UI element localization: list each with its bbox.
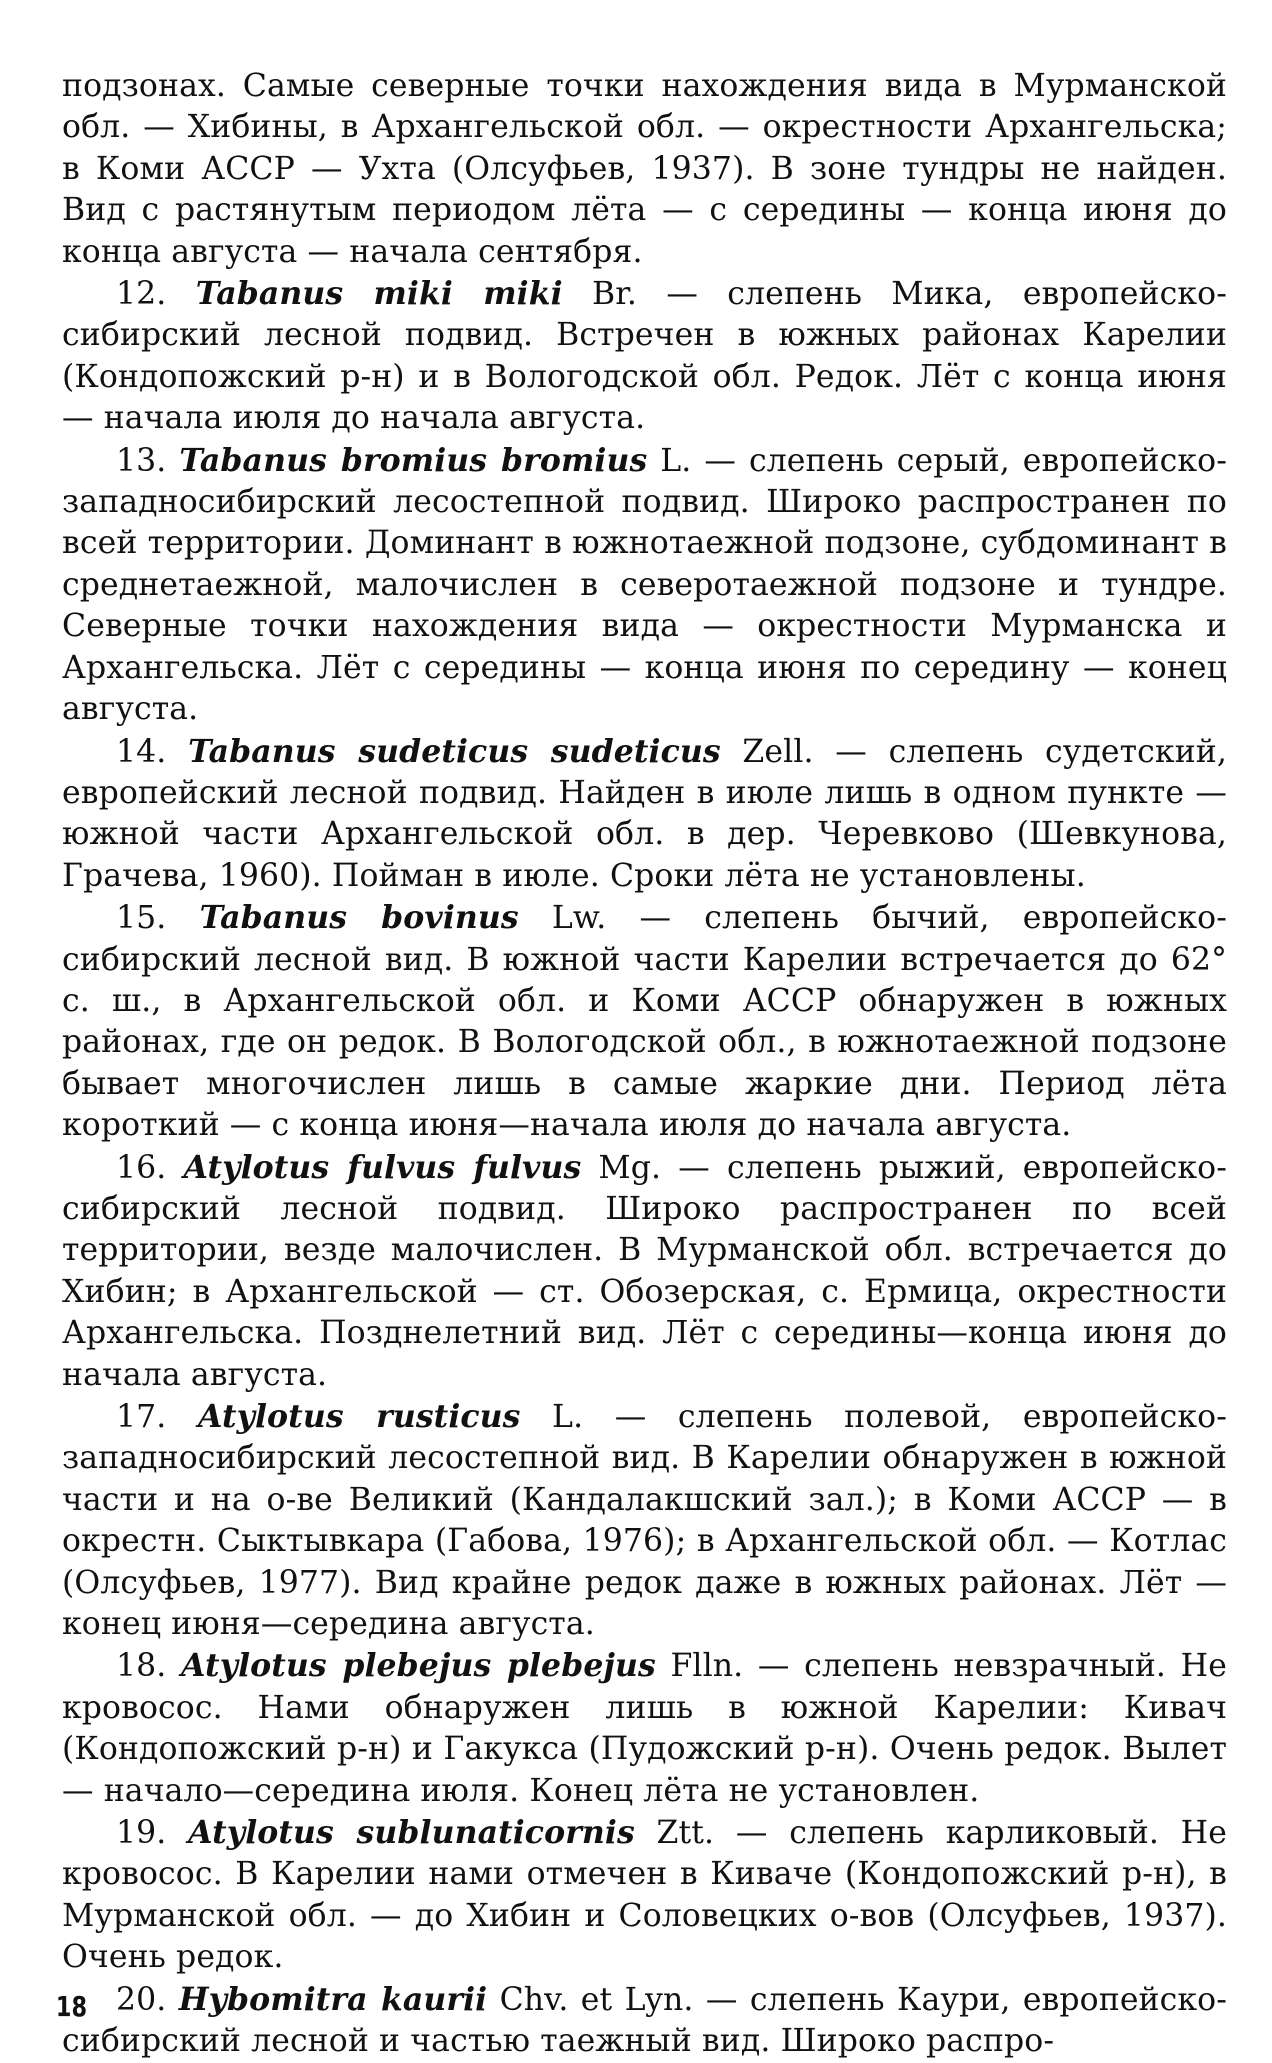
entry-text: Chv. et Lyn. — слепень Каури, европейско-сибирский лесной и частью таежный вид. Широко распро- [62,1981,1227,2060]
page-number: 18 [55,1990,88,2023]
species-entry-13 [62,440,1227,731]
entry-text: L. — слепень серый, европейско-западносибирский лесостепной подвид. Широко распространен по всей территории. Доминант в южнотаежной подзоне, субдоминант в среднетаежной, малочислен в северотаежной подзоне и тундре. Северные точки нахождения вида — окрестности Мурманска и Архангельска. Лёт с середины — конца июня по середину — конец августа. [62,442,1227,728]
species-entry-19 [62,1812,1227,1979]
entry-text: Mg. — слепень рыжий, европейско-сибирский лесной подвид. Широко распространен по всей территории, везде малочислен. В Мурманской обл. встречается до Хибин; в Архангельской — ст. Обозерская, с. Ермица, окрестности Архангельска. Позднелетний вид. Лёт с середины—конца июня до начала августа. [62,1149,1227,1393]
species-entry-18 [62,1645,1227,1812]
entry-number: 12. [116,276,167,313]
species-entry-16 [62,1147,1227,1396]
species-entry-17 [62,1396,1227,1645]
species-entry-14 [62,731,1227,898]
page-body [62,66,1227,2063]
entry-number: 20. [116,1981,167,2018]
species-latin-name: Atylotus sublunaticornis [188,1814,635,1852]
entry-number: 13. [116,442,167,479]
entry-text: Br. — слепень Мика, европейско-сибирский лесной подвид. Встречен в южных районах Карелии (Кондопожский р-н) и в Вологодской обл. Редок. Лёт с конца июня — начала июля до начала августа. [62,276,1227,437]
species-latin-name: Atylotus fulvus fulvus [183,1148,582,1186]
species-entry-15 [62,897,1227,1146]
intro-paragraph: подзонах. Самые северные точки нахождения вида в Мурманской обл. — Хибины, в Архангельской обл. — окрестности Архангельска; в Коми АССР — Ухта (Олсуфьев, 1937). В зоне тундры не найден. Вид с растянутым периодом лёта — с середины — конца июня до конца августа — начала сентября. [62,68,1227,270]
entry-number: 16. [116,1149,167,1186]
species-entry-20 [62,1979,1227,2063]
species-latin-name: Tabanus miki miki [195,275,563,313]
entry-text: Lw. — слепень бычий, европейско-сибирский лесной вид. В южной части Карелии встречается до 62° с. ш., в Архангельской обл. и Коми АССР обнаружен в южных районах, где он редок. В Вологодской обл., в южнотаежной подзоне бывает многочислен лишь в самые жаркие дни. Период лёта короткий — с конца июня—начала июля до начала августа. [62,900,1227,1144]
species-latin-name: Tabanus bovinus [199,899,519,937]
entry-number: 18. [116,1648,167,1685]
entry-text: Flln. — слепень невзрачный. Не кровосос. Нами обнаружен лишь в южной Карелии: Кивач (Кондопожский р-н) и Гакукса (Пудожский р-н). Очень редок. Вылет — начало—середина июля. Конец лёта не установлен. [62,1648,1227,1809]
entry-number: 19. [116,1815,167,1852]
entry-text: Ztt. — слепень карликовый. Не кровосос. В Карелии нами отмечен в Киваче (Кондопожский р-н), в Мурманской обл. — до Хибин и Соловецких о-вов (Олсуфьев, 1937). Очень редок. [62,1815,1227,1976]
species-latin-name: Tabanus bromius bromius [179,441,648,479]
species-latin-name: Tabanus sudeticus sudeticus [188,732,721,770]
entry-number: 15. [116,900,167,937]
species-entry-12 [62,273,1227,440]
entry-text: Zell. — слепень судетский, европейский лесной подвид. Найден в июле лишь в одном пункте — южной части Архангельской обл. в дер. Черевково (Шевкунова, Грачева, 1960). Пойман в июле. Сроки лёта не установлены. [62,733,1227,894]
entry-number: 17. [116,1399,167,1435]
entry-text: L. — слепень полевой, европейско-западносибирский лесостепной вид. В Карелии обнаружен в южной части и на о-ве Великий (Кандалакшский зал.); в Коми АССР — в окрестн. Сыктывкара (Габова, 1976); в Архангельской обл. — Котлас (Олсуфьев, 1977). Вид крайне редок даже в южных районах. Лёт — конец июня—середина августа. [62,1399,1227,1643]
entry-number: 14. [116,733,167,770]
species-latin-name: Hybomitra kaurii [178,1980,488,2018]
species-latin-name: Atylotus rusticus [197,1398,521,1435]
species-latin-name: Atylotus plebejus plebejus [181,1647,656,1685]
